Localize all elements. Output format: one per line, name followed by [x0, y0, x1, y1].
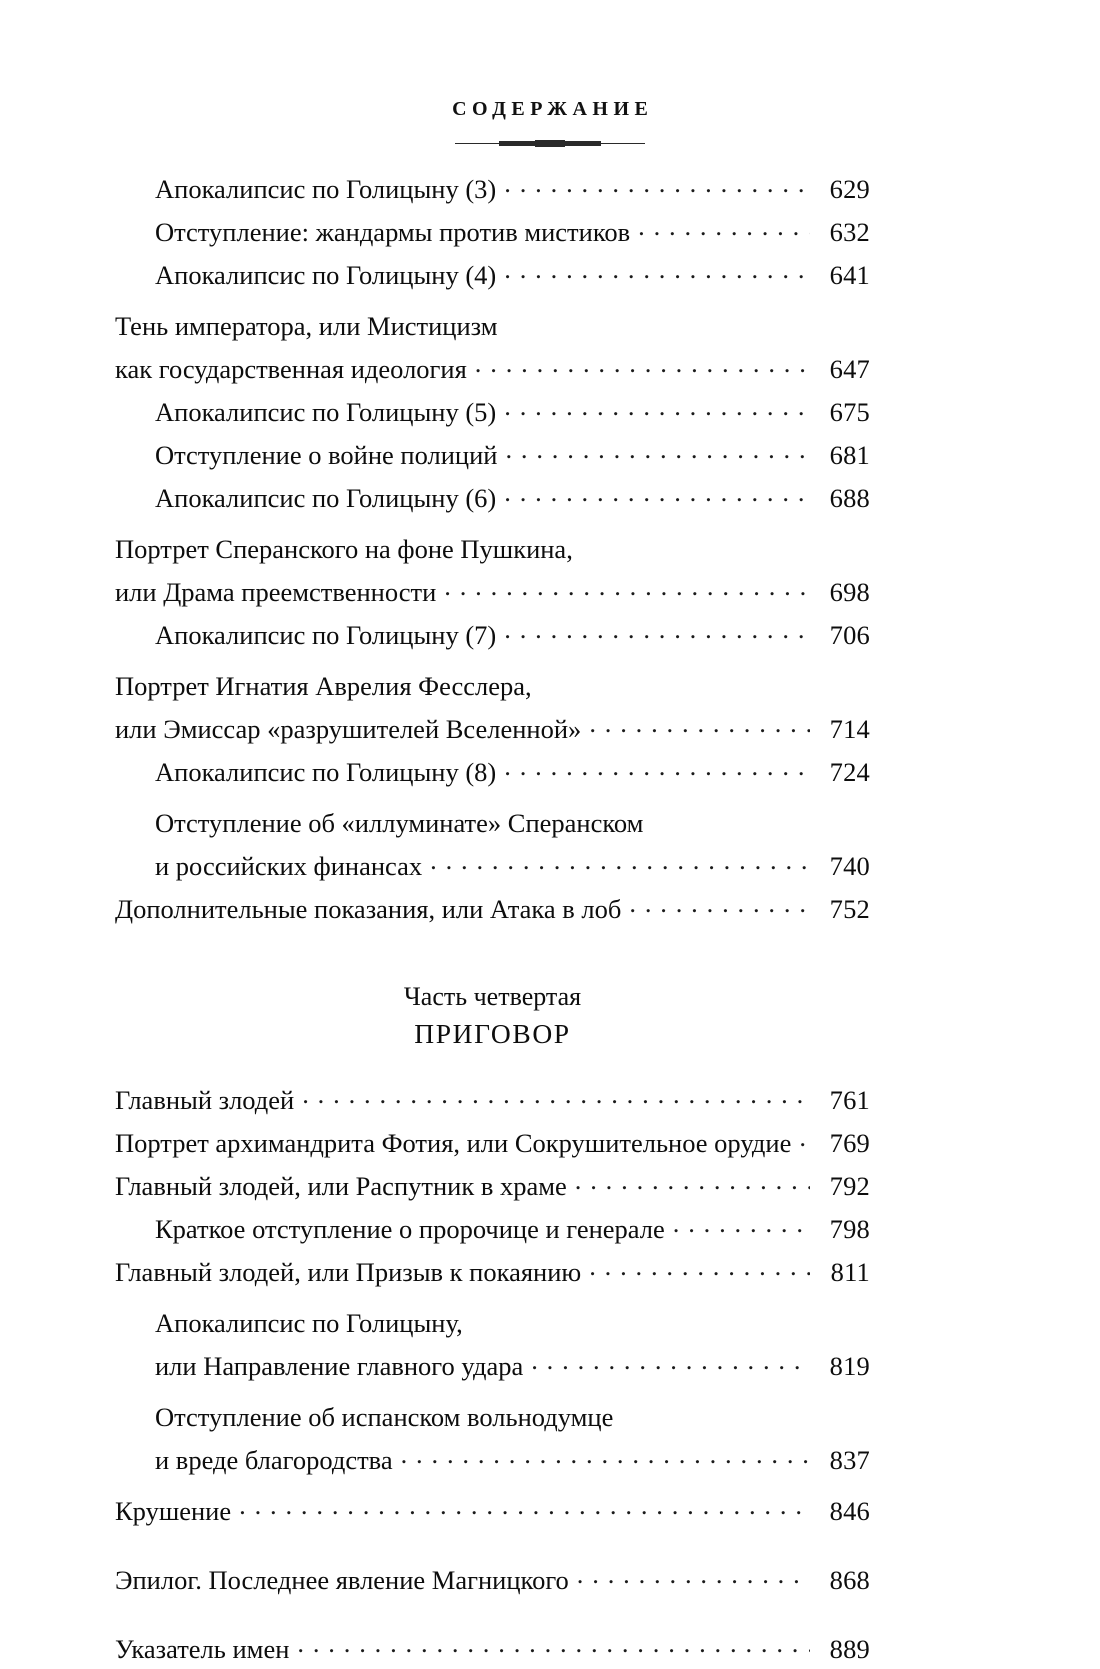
toc-entry[interactable] — [115, 665, 870, 751]
toc-entry-title: Тень императора, или Мистицизм — [115, 311, 498, 341]
toc-entry[interactable] — [115, 1165, 870, 1208]
toc-entry-line-final — [115, 1208, 870, 1251]
toc-entry-title: и вреде благородства — [155, 1445, 393, 1475]
toc-dot-leader — [673, 1212, 810, 1239]
toc-entry-line-final — [115, 888, 870, 931]
toc-entry-line-cont — [115, 665, 870, 708]
toc-page-number: 811 — [830, 1257, 870, 1287]
toc-entry-title: Апокалипсис по Голицыну (8) — [155, 757, 497, 787]
toc-entry[interactable] — [115, 1396, 870, 1482]
toc-entry-title: Указатель имен — [115, 1634, 290, 1664]
ornament-segment-left-thin — [455, 143, 499, 145]
toc-page-number: 675 — [829, 397, 870, 427]
toc-dot-leader — [504, 172, 810, 199]
toc-dot-leader — [475, 352, 810, 379]
toc-entry-line-final — [115, 1559, 870, 1602]
toc-entry-line-final — [115, 1345, 870, 1388]
toc-entry-title: Эпилог. Последнее явление Магницкого — [115, 1565, 569, 1595]
toc-entry-title: Главный злодей, или Призыв к покаянию — [115, 1257, 582, 1287]
toc-entry-line-cont — [115, 802, 870, 845]
page-header — [0, 98, 1100, 120]
ornament-segment-right-mid — [565, 141, 601, 146]
toc-entry[interactable] — [115, 802, 870, 888]
toc-entry-line-final — [115, 1439, 870, 1482]
part-heading — [115, 979, 870, 1053]
toc-page-number: 698 — [829, 577, 870, 607]
toc-entry-title: Краткое отступление о пророчице и генерале — [155, 1214, 665, 1244]
toc-page-number: 632 — [829, 217, 870, 247]
toc-entry[interactable] — [115, 305, 870, 391]
toc-page-number: 819 — [829, 1351, 870, 1381]
toc-entry[interactable] — [115, 1302, 870, 1388]
toc-dot-leader — [239, 1494, 810, 1521]
toc-page-number: 681 — [829, 440, 870, 470]
toc-dot-leader — [504, 395, 810, 422]
toc-dot-leader — [577, 1563, 810, 1590]
toc-page-number: 641 — [829, 260, 870, 290]
toc-entry-title: и российских финансах — [155, 851, 423, 881]
toc-entry-title: Отступление об испанском вольнодумце — [155, 1402, 614, 1432]
toc-entry-line-cont — [115, 1302, 870, 1345]
toc-dot-leader — [504, 618, 810, 645]
toc-entry[interactable] — [115, 391, 870, 434]
toc-entry-title: Отступление об «иллуминате» Сперанском — [155, 808, 644, 838]
toc-dot-leader — [504, 258, 810, 285]
toc-group-part-three — [115, 168, 870, 931]
toc-page-number: 688 — [829, 483, 870, 513]
toc-entry[interactable] — [115, 1490, 870, 1533]
toc-entry-line-final — [115, 1079, 870, 1122]
toc-entry-line-final — [115, 751, 870, 794]
toc-entry[interactable] — [115, 168, 870, 211]
toc-entry[interactable] — [115, 434, 870, 477]
toc-page-number: 714 — [829, 714, 870, 744]
toc-entry-title: Апокалипсис по Голицыну (4) — [155, 260, 497, 290]
toc-entry-title: Апокалипсис по Голицыну (6) — [155, 483, 497, 513]
toc-entry-line-final — [115, 571, 870, 614]
toc-entry[interactable] — [115, 1559, 870, 1602]
toc-dot-leader — [799, 1126, 810, 1153]
toc-page-number: 647 — [829, 354, 870, 384]
toc-page-number: 798 — [829, 1214, 870, 1244]
toc-entry-title: Дополнительные показания, или Атака в лоб — [115, 894, 622, 924]
toc-dot-leader — [444, 575, 810, 602]
toc-page-number: 752 — [829, 894, 870, 924]
toc-entry-line-cont — [115, 305, 870, 348]
toc-dot-leader — [638, 215, 810, 242]
toc-dot-leader — [589, 1255, 810, 1282]
toc-entry-title: Портрет Игнатия Аврелия Фесслера, — [115, 671, 532, 701]
toc-dot-leader — [504, 481, 810, 508]
toc-entry-title: Портрет архимандрита Фотия, или Сокрушительное орудие — [115, 1128, 792, 1158]
toc-entry[interactable] — [115, 614, 870, 657]
toc-dot-leader — [297, 1632, 810, 1659]
toc-entry-title: Отступление о войне полиций — [155, 440, 498, 470]
toc-dot-leader — [531, 1349, 810, 1376]
toc-page-number: 837 — [829, 1445, 870, 1475]
toc-entry-title: Отступление: жандармы против мистиков — [155, 217, 631, 247]
toc-entry-line-final — [115, 1490, 870, 1533]
toc-entry-line-final — [115, 168, 870, 211]
toc-entry[interactable] — [115, 254, 870, 297]
toc-entry-line-final — [115, 434, 870, 477]
toc-entry-line-cont — [115, 528, 870, 571]
toc-dot-leader — [401, 1443, 810, 1470]
toc-entry-title: Крушение — [115, 1496, 232, 1526]
toc-page-number: 769 — [829, 1128, 870, 1158]
toc-entry-line-final — [115, 348, 870, 391]
toc-entry-line-final — [115, 845, 870, 888]
toc-dot-leader — [589, 712, 810, 739]
ornament-segment-right-thin — [601, 143, 645, 145]
toc-entry[interactable] — [115, 751, 870, 794]
part-heading-name: ПРИГОВОР — [414, 1018, 571, 1049]
toc-dot-leader — [505, 438, 810, 465]
toc-entry[interactable] — [115, 528, 870, 614]
toc-entry-title: Главный злодей, или Распутник в храме — [115, 1171, 567, 1201]
toc-page-number: 868 — [829, 1565, 870, 1595]
toc-entry-title: или Направление главного удара — [155, 1351, 524, 1381]
toc-page-number: 761 — [829, 1085, 870, 1115]
toc-entry-line-final — [115, 1628, 870, 1669]
toc-entry[interactable] — [115, 1122, 870, 1165]
page-title: СОДЕРЖАНИЕ — [452, 98, 654, 120]
toc-page-number: 706 — [829, 620, 870, 650]
toc-entry-title: или Эмиссар «разрушителей Вселенной» — [115, 714, 582, 744]
toc-page-number: 740 — [829, 851, 870, 881]
toc-entry-title: Главный злодей — [115, 1085, 295, 1115]
toc-entry-title: или Драма преемственности — [115, 577, 437, 607]
toc-entry[interactable] — [115, 211, 870, 254]
part-heading-label: Часть четвертая — [403, 982, 582, 1011]
toc-entry[interactable] — [115, 1079, 870, 1122]
toc-dot-leader — [629, 892, 810, 919]
toc-entry-title: Апокалипсис по Голицыну (5) — [155, 397, 497, 427]
toc-entry[interactable] — [115, 888, 870, 931]
toc-dot-leader — [430, 849, 810, 876]
toc-entry[interactable] — [115, 477, 870, 520]
toc-entry-line-final — [115, 1122, 870, 1165]
toc-dot-leader — [504, 755, 810, 782]
toc-entry-line-final — [115, 254, 870, 297]
toc-entry-title: как государственная идеология — [115, 354, 467, 384]
toc-entry-title: Апокалипсис по Голицыну (7) — [155, 620, 497, 650]
toc-page-number: 792 — [829, 1171, 870, 1201]
toc-entry[interactable] — [115, 1628, 870, 1669]
toc-group-back-matter — [115, 1559, 870, 1669]
toc-entry-line-final — [115, 1165, 870, 1208]
toc-dot-leader — [575, 1169, 810, 1196]
toc-entry-line-final — [115, 211, 870, 254]
ornament-segment-center — [535, 140, 565, 147]
toc-page-number: 724 — [829, 757, 870, 787]
toc-entry[interactable] — [115, 1251, 870, 1294]
ornament-segment-left-mid — [499, 141, 535, 146]
toc-entry[interactable] — [115, 1208, 870, 1251]
toc-entry-title: Апокалипсис по Голицыну (3) — [155, 174, 497, 204]
toc-entry-title: Портрет Сперанского на фоне Пушкина, — [115, 534, 573, 564]
toc-body — [115, 168, 870, 1669]
toc-entry-line-final — [115, 1251, 870, 1294]
toc-page-number: 889 — [829, 1634, 870, 1664]
toc-entry-title: Апокалипсис по Голицыну, — [155, 1308, 463, 1338]
toc-entry-line-final — [115, 477, 870, 520]
toc-group-part-four — [115, 1079, 870, 1533]
toc-page-number: 629 — [829, 174, 870, 204]
header-ornament-rule — [455, 139, 645, 148]
toc-dot-leader — [302, 1083, 810, 1110]
toc-entry-line-final — [115, 614, 870, 657]
toc-entry-line-final — [115, 391, 870, 434]
toc-page-number: 846 — [829, 1496, 870, 1526]
toc-entry-line-cont — [115, 1396, 870, 1439]
toc-entry-line-final — [115, 708, 870, 751]
